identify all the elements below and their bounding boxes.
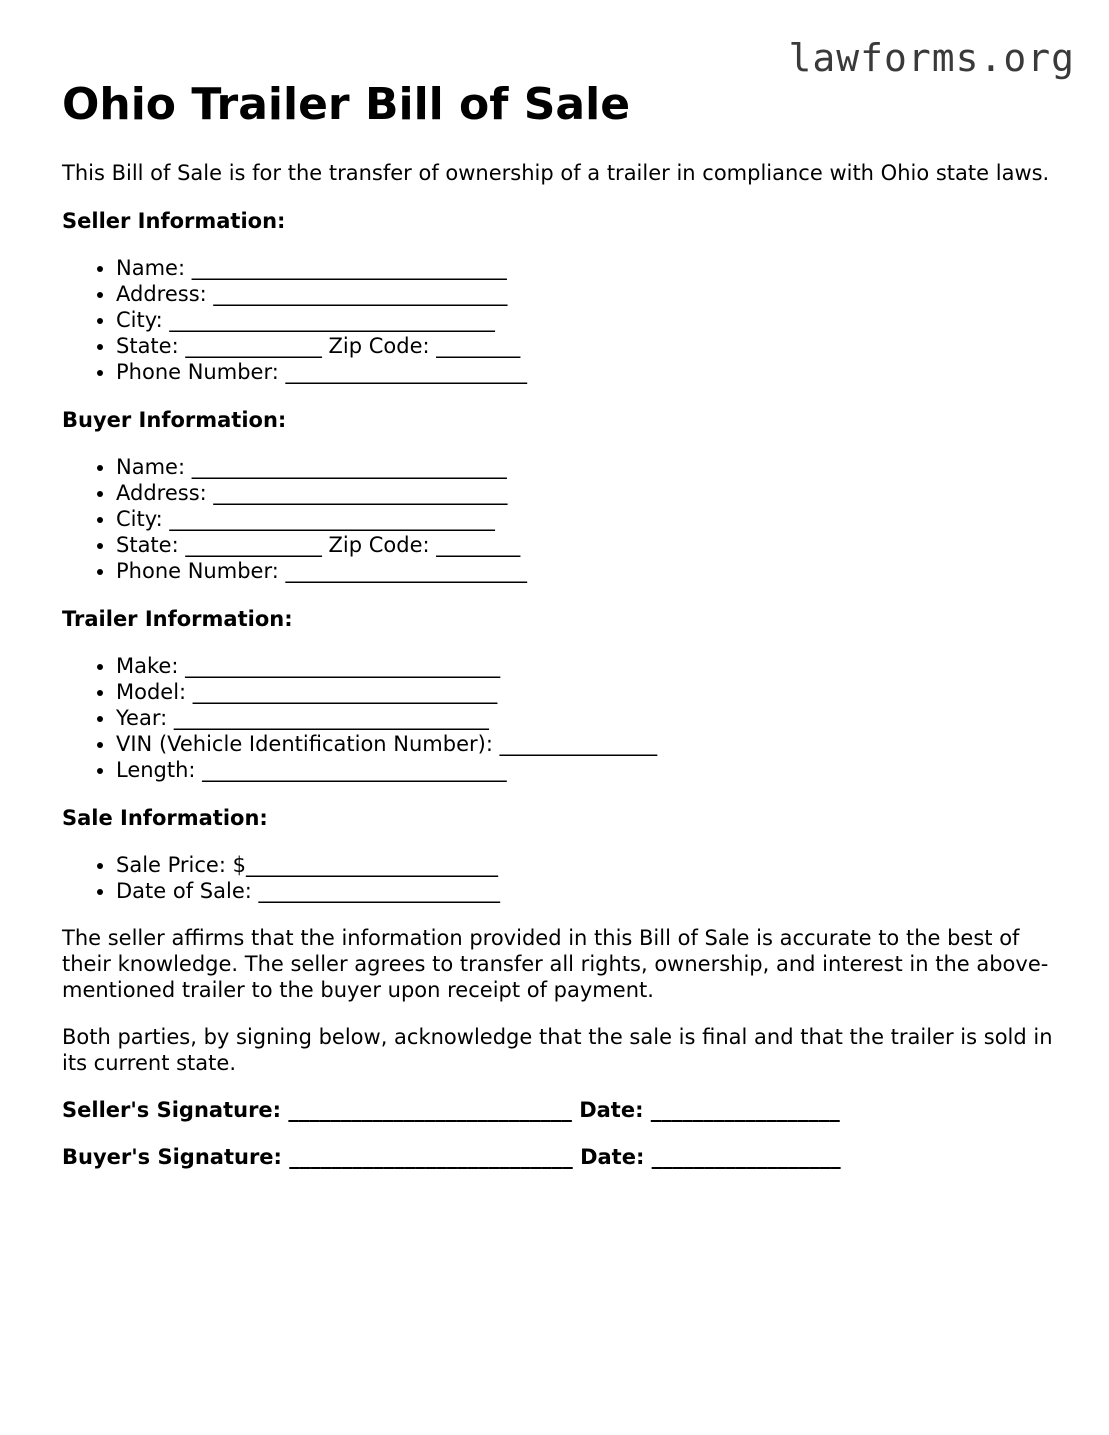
buyer-address-field[interactable]: • Address: ____________________________ — [116, 480, 1062, 506]
document-page — [62, 78, 1062, 1170]
seller-signature-field[interactable]: Seller's Signature: ___________________________ — [62, 1098, 572, 1122]
buyer-state-zip-row — [116, 532, 1062, 558]
seller-name-field[interactable]: • Name: ______________________________ — [116, 255, 1062, 281]
buyer-zip-field[interactable]: Zip Code: ________ — [328, 533, 521, 557]
seller-signature-row — [62, 1097, 1062, 1123]
seller-list — [62, 255, 1062, 385]
seller-signature-date-field[interactable]: Date: __________________ — [579, 1098, 840, 1122]
buyer-state-field[interactable]: State: _____________ — [116, 533, 322, 557]
seller-address-field[interactable]: • Address: ____________________________ — [116, 281, 1062, 307]
seller-state-field[interactable]: State: _____________ — [116, 334, 322, 358]
seller-zip-field[interactable]: Zip Code: ________ — [328, 334, 521, 358]
acknowledgement-text: Both parties, by signing below, acknowledge that the sale is final and that the trailer is sold in its current state. — [62, 1025, 1053, 1075]
buyer-list — [62, 454, 1062, 584]
buyer-city-field[interactable]: • City: _______________________________ — [116, 506, 1062, 532]
trailer-year-field[interactable]: • Year: ______________________________ — [116, 705, 1062, 731]
seller-phone-field[interactable]: • Phone Number: _______________________ — [116, 359, 1062, 385]
intro-text: This Bill of Sale is for the transfer of ownership of a trailer in compliance with Ohio state laws. — [62, 161, 1050, 185]
sale-heading: Sale Information: — [62, 806, 268, 830]
trailer-list — [62, 653, 1062, 783]
buyer-phone-field[interactable]: • Phone Number: _______________________ — [116, 558, 1062, 584]
buyer-signature-date-field[interactable]: Date: __________________ — [580, 1145, 841, 1169]
seller-state-zip-row — [116, 333, 1062, 359]
trailer-length-field[interactable]: • Length: _____________________________ — [116, 757, 1062, 783]
document-title: Ohio Trailer Bill of Sale — [62, 79, 631, 130]
watermark: lawforms.org — [788, 36, 1075, 80]
affirmation-text: The seller affirms that the information provided in this Bill of Sale is accurate to the best of their knowledge. The seller agrees to transfer all rights, ownership, and interest in the above-mentioned trailer to the buyer upon receipt of payment. — [62, 926, 1049, 1002]
trailer-make-field[interactable]: • Make: ______________________________ — [116, 653, 1062, 679]
sale-list — [62, 852, 1062, 904]
trailer-heading: Trailer Information: — [62, 607, 293, 631]
seller-heading: Seller Information: — [62, 209, 286, 233]
trailer-vin-field[interactable]: • VIN (Vehicle Identification Number): _______________ — [116, 731, 1062, 757]
buyer-signature-row — [62, 1144, 1062, 1170]
trailer-model-field[interactable]: • Model: _____________________________ — [116, 679, 1062, 705]
buyer-heading: Buyer Information: — [62, 408, 287, 432]
buyer-name-field[interactable]: • Name: ______________________________ — [116, 454, 1062, 480]
sale-price-field[interactable]: • Sale Price: $________________________ — [116, 852, 1062, 878]
seller-city-field[interactable]: • City: _______________________________ — [116, 307, 1062, 333]
sale-date-field[interactable]: • Date of Sale: _______________________ — [116, 878, 1062, 904]
buyer-signature-field[interactable]: Buyer's Signature: ___________________________ — [62, 1145, 573, 1169]
